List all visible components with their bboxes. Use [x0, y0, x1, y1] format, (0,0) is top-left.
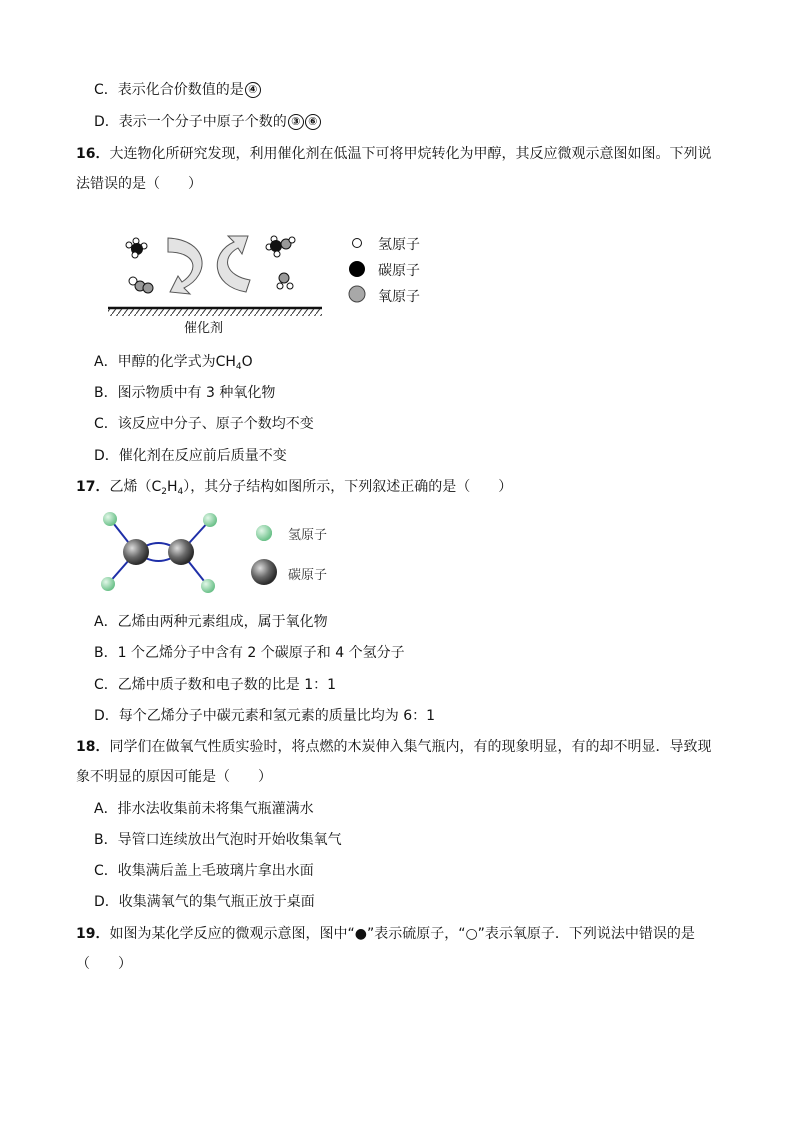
- option-text-end: O: [241, 354, 253, 370]
- option-text: C．表示化合价数值的是: [94, 82, 244, 98]
- q17-option-c: C．乙烯中质子数和电子数的比是 1：1: [94, 677, 337, 693]
- circled-number-3: ③: [288, 114, 304, 130]
- subscript: 4: [235, 362, 242, 372]
- curved-arrow-icon: [217, 236, 250, 292]
- subscript: 4: [177, 487, 184, 497]
- option-text: D．表示一个分子中原子个数的: [94, 114, 287, 130]
- q18-option-d: D．收集满氧气的集气瓶正放于桌面: [94, 894, 315, 910]
- hydrogen-atom-icon: [201, 579, 215, 593]
- question-number: 17．: [76, 479, 110, 495]
- oxygen-molecule-icon: [129, 277, 153, 293]
- methanol-molecule-icon: [266, 236, 295, 257]
- question-text: ），其分子结构如图所示，下列叙述正确的是（ ）: [183, 479, 513, 495]
- q16-stem-line1: [76, 144, 711, 164]
- q18-option-a: A．排水法收集前未将集气瓶灌满水: [94, 801, 314, 817]
- carbon-atom-icon: [123, 539, 149, 565]
- subscript: 2: [161, 487, 167, 497]
- hydrogen-atom-icon: [353, 239, 362, 248]
- q16-option-c: C．该反应中分子、原子个数均不变: [94, 416, 314, 432]
- q16-reaction-figure: [100, 226, 340, 342]
- q19-stem-line2: （ ）: [76, 956, 132, 972]
- oxygen-atom-icon: [349, 286, 365, 302]
- curved-arrow-icon: [168, 238, 202, 294]
- water-molecule-icon: [277, 273, 293, 289]
- methane-molecule-icon: [126, 238, 147, 258]
- question-number: 19．: [76, 926, 110, 942]
- option-text: A．甲醇的化学式为CH: [94, 354, 236, 370]
- catalyst-label: 催化剂: [184, 321, 224, 336]
- q18-stem-line2: 象不明显的原因可能是（ ）: [76, 769, 272, 785]
- q16-option-d: D．催化剂在反应前后质量不变: [94, 448, 287, 464]
- circled-number-4: ④: [245, 82, 261, 98]
- catalyst-hatching: [108, 309, 322, 316]
- q16-option-a: [94, 352, 253, 377]
- q15-option-c: [94, 80, 261, 100]
- q17-legend-markers: [250, 520, 280, 590]
- q18-option-c: C．收集满后盖上毛玻璃片拿出水面: [94, 863, 314, 879]
- legend-label-oxygen: 氧原子: [378, 289, 420, 305]
- q17-option-a: A．乙烯由两种元素组成，属于氧化物: [94, 614, 328, 630]
- question-text: 乙烯（C: [109, 479, 162, 495]
- question-text: 大连物化所研究发现，利用催化剂在低温下可将甲烷转化为甲醇，其反应微观示意图如图。下列说: [109, 146, 712, 162]
- q16-legend-markers: [346, 236, 370, 306]
- carbon-atom-icon: [349, 261, 365, 277]
- hydrogen-atom-icon: [203, 513, 217, 527]
- q15-option-d: [94, 112, 321, 132]
- circled-number-6: ⑥: [305, 114, 321, 130]
- q18-stem-line1: [76, 737, 711, 757]
- legend-label-carbon: 碳原子: [288, 568, 328, 583]
- ethylene-structure-figure: [96, 508, 226, 600]
- q17-option-d: D．每个乙烯分子中碳元素和氢元素的质量比均为 6：1: [94, 708, 436, 724]
- question-number: 18．: [76, 739, 110, 755]
- legend-label-hydrogen: 氢原子: [288, 528, 328, 543]
- q19-stem-line1: [76, 924, 695, 944]
- hydrogen-atom-icon: [101, 577, 115, 591]
- question-number: 16．: [76, 146, 110, 162]
- carbon-atom-icon: [251, 559, 277, 585]
- hydrogen-atom-icon: [103, 512, 117, 526]
- q16-option-b: B．图示物质中有 3 种氧化物: [94, 385, 276, 401]
- q16-stem-line2: 法错误的是（ ）: [76, 176, 202, 192]
- carbon-atom-icon: [168, 539, 194, 565]
- question-text: 如图为某化学反应的微观示意图，图中“●”表示硫原子，“○”表示氧原子．下列说法中错误的是: [109, 926, 695, 942]
- q17-option-b: B．1 个乙烯分子中含有 2 个碳原子和 4 个氢分子: [94, 645, 405, 661]
- legend-label-hydrogen: 氢原子: [378, 237, 420, 253]
- legend-label-carbon: 碳原子: [378, 263, 420, 279]
- question-text: 同学们在做氧气性质实验时，将点燃的木炭伸入集气瓶内，有的现象明显，有的却不明显．导致现: [109, 739, 712, 755]
- q18-option-b: B．导管口连续放出气泡时开始收集氧气: [94, 832, 342, 848]
- q17-stem: [76, 477, 512, 502]
- question-text: H: [167, 479, 178, 495]
